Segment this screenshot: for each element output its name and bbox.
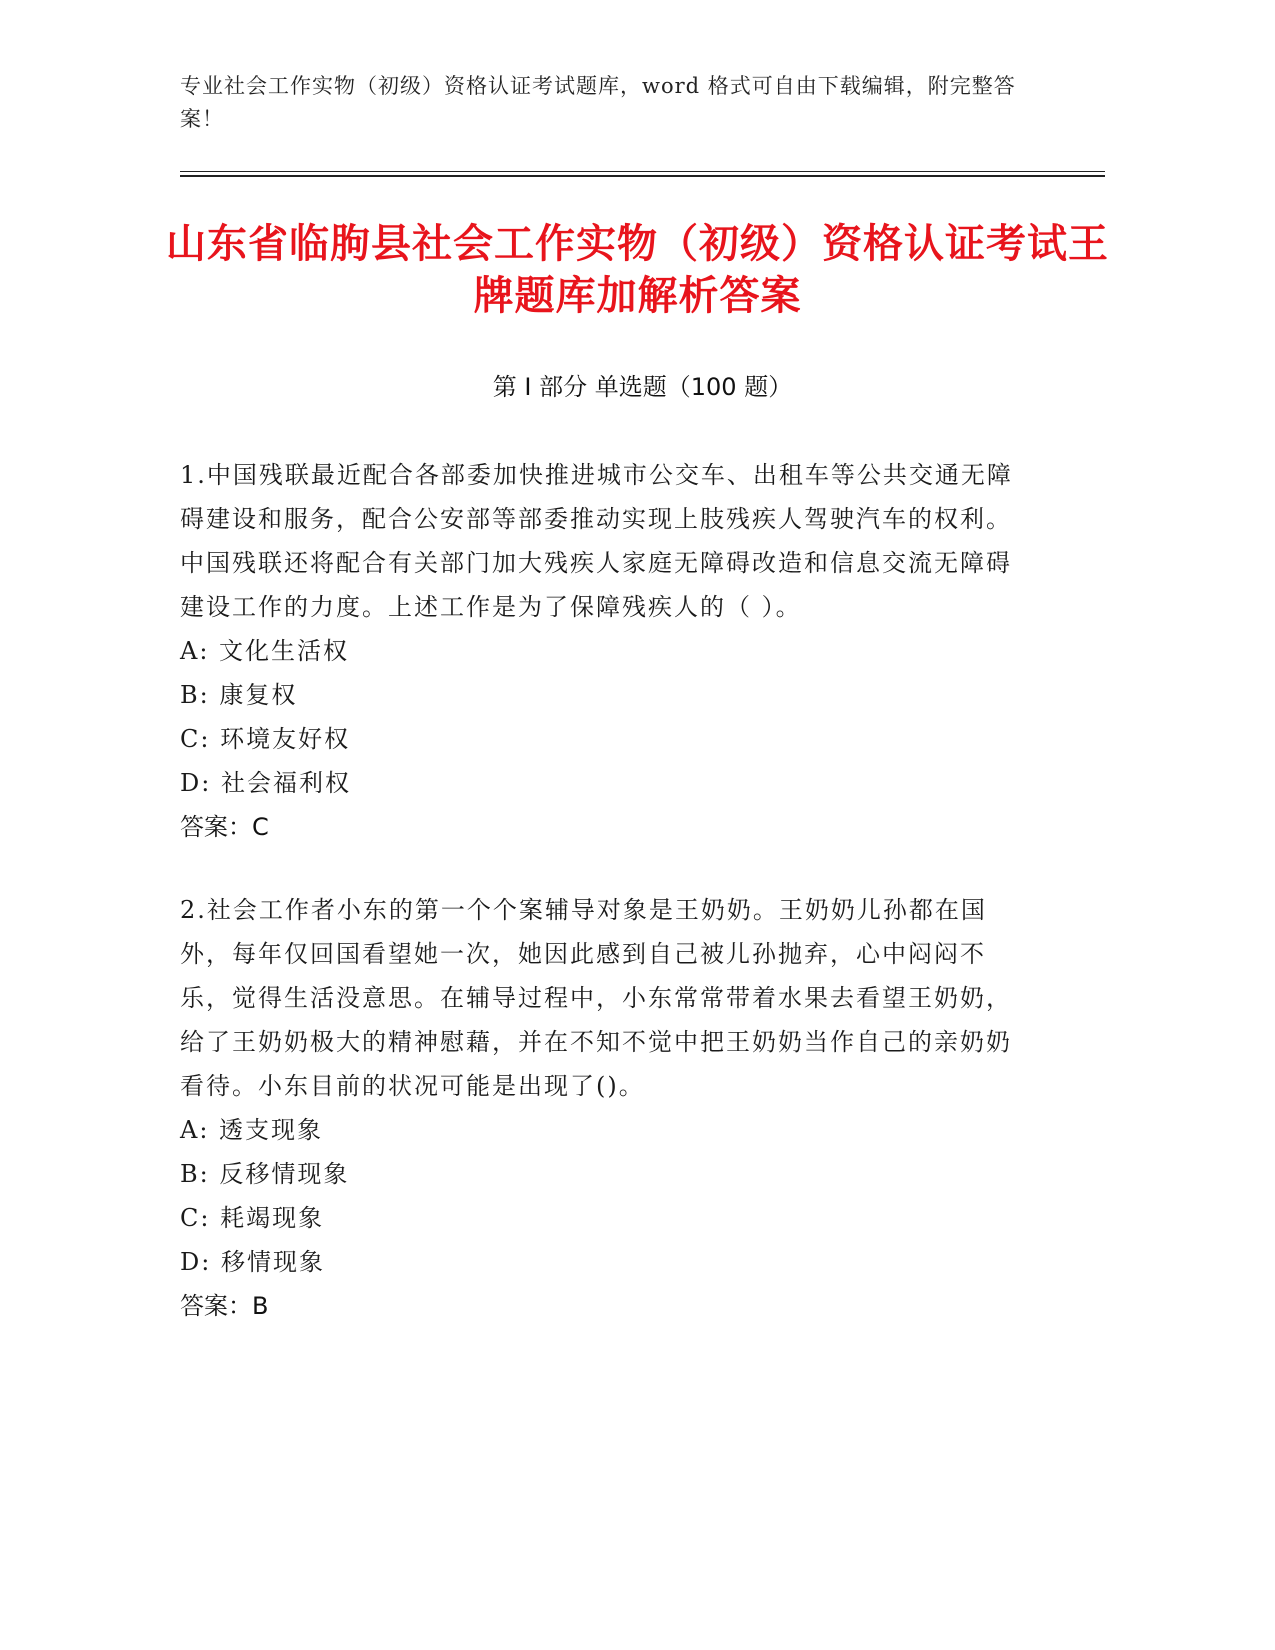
option-c: C: 耗竭现象 [180,1204,325,1232]
answer: 答案：B [180,1292,269,1320]
question-1 [180,453,1025,849]
option-a: A: 文化生活权 [180,637,350,665]
answer: 答案：C [180,813,269,841]
option-b: B: 康复权 [180,681,298,709]
option-d: D: 社会福利权 [180,769,351,797]
option-d: D: 移情现象 [180,1248,325,1276]
question-2 [180,888,1025,1328]
option-b: B: 反移情现象 [180,1160,350,1188]
header-rule-thick [180,175,1105,177]
question-stem: 1.中国残联最近配合各部委加快推进城市公交车、出租车等公共交通无障碍建设和服务，配合公安部等部委推动实现上肢残疾人驾驶汽车的权利。中国残联还将配合有关部门加大残疾人家庭无障碍改造和信息交流无障碍建设工作的力度。上述工作是为了保障残疾人的（ ）。 [180,461,1013,621]
section-heading: 第 I 部分 单选题（100 题） [492,373,793,401]
question-stem: 2.社会工作者小东的第一个个案辅导对象是王奶奶。王奶奶儿孙都在国外，每年仅回国看望她一次，她因此感到自己被儿孙抛弃，心中闷闷不乐，觉得生活没意思。在辅导过程中，小东常常带着水果去看望王奶奶，给了王奶奶极大的精神慰藉，并在不知不觉中把王奶奶当作自己的亲奶奶看待。小东目前的状况可能是出现了()。 [180,896,1012,1100]
option-a: A: 透支现象 [180,1116,324,1144]
header-rule-thin [180,171,1105,172]
option-c: C: 环境友好权 [180,725,351,753]
document-title: 山东省临朐县社会工作实物（初级）资格认证考试王牌题库加解析答案 [166,221,1109,319]
header-note: 专业社会工作实物（初级）资格认证考试题库，word 格式可自由下载编辑，附完整答案！ [180,74,1016,131]
